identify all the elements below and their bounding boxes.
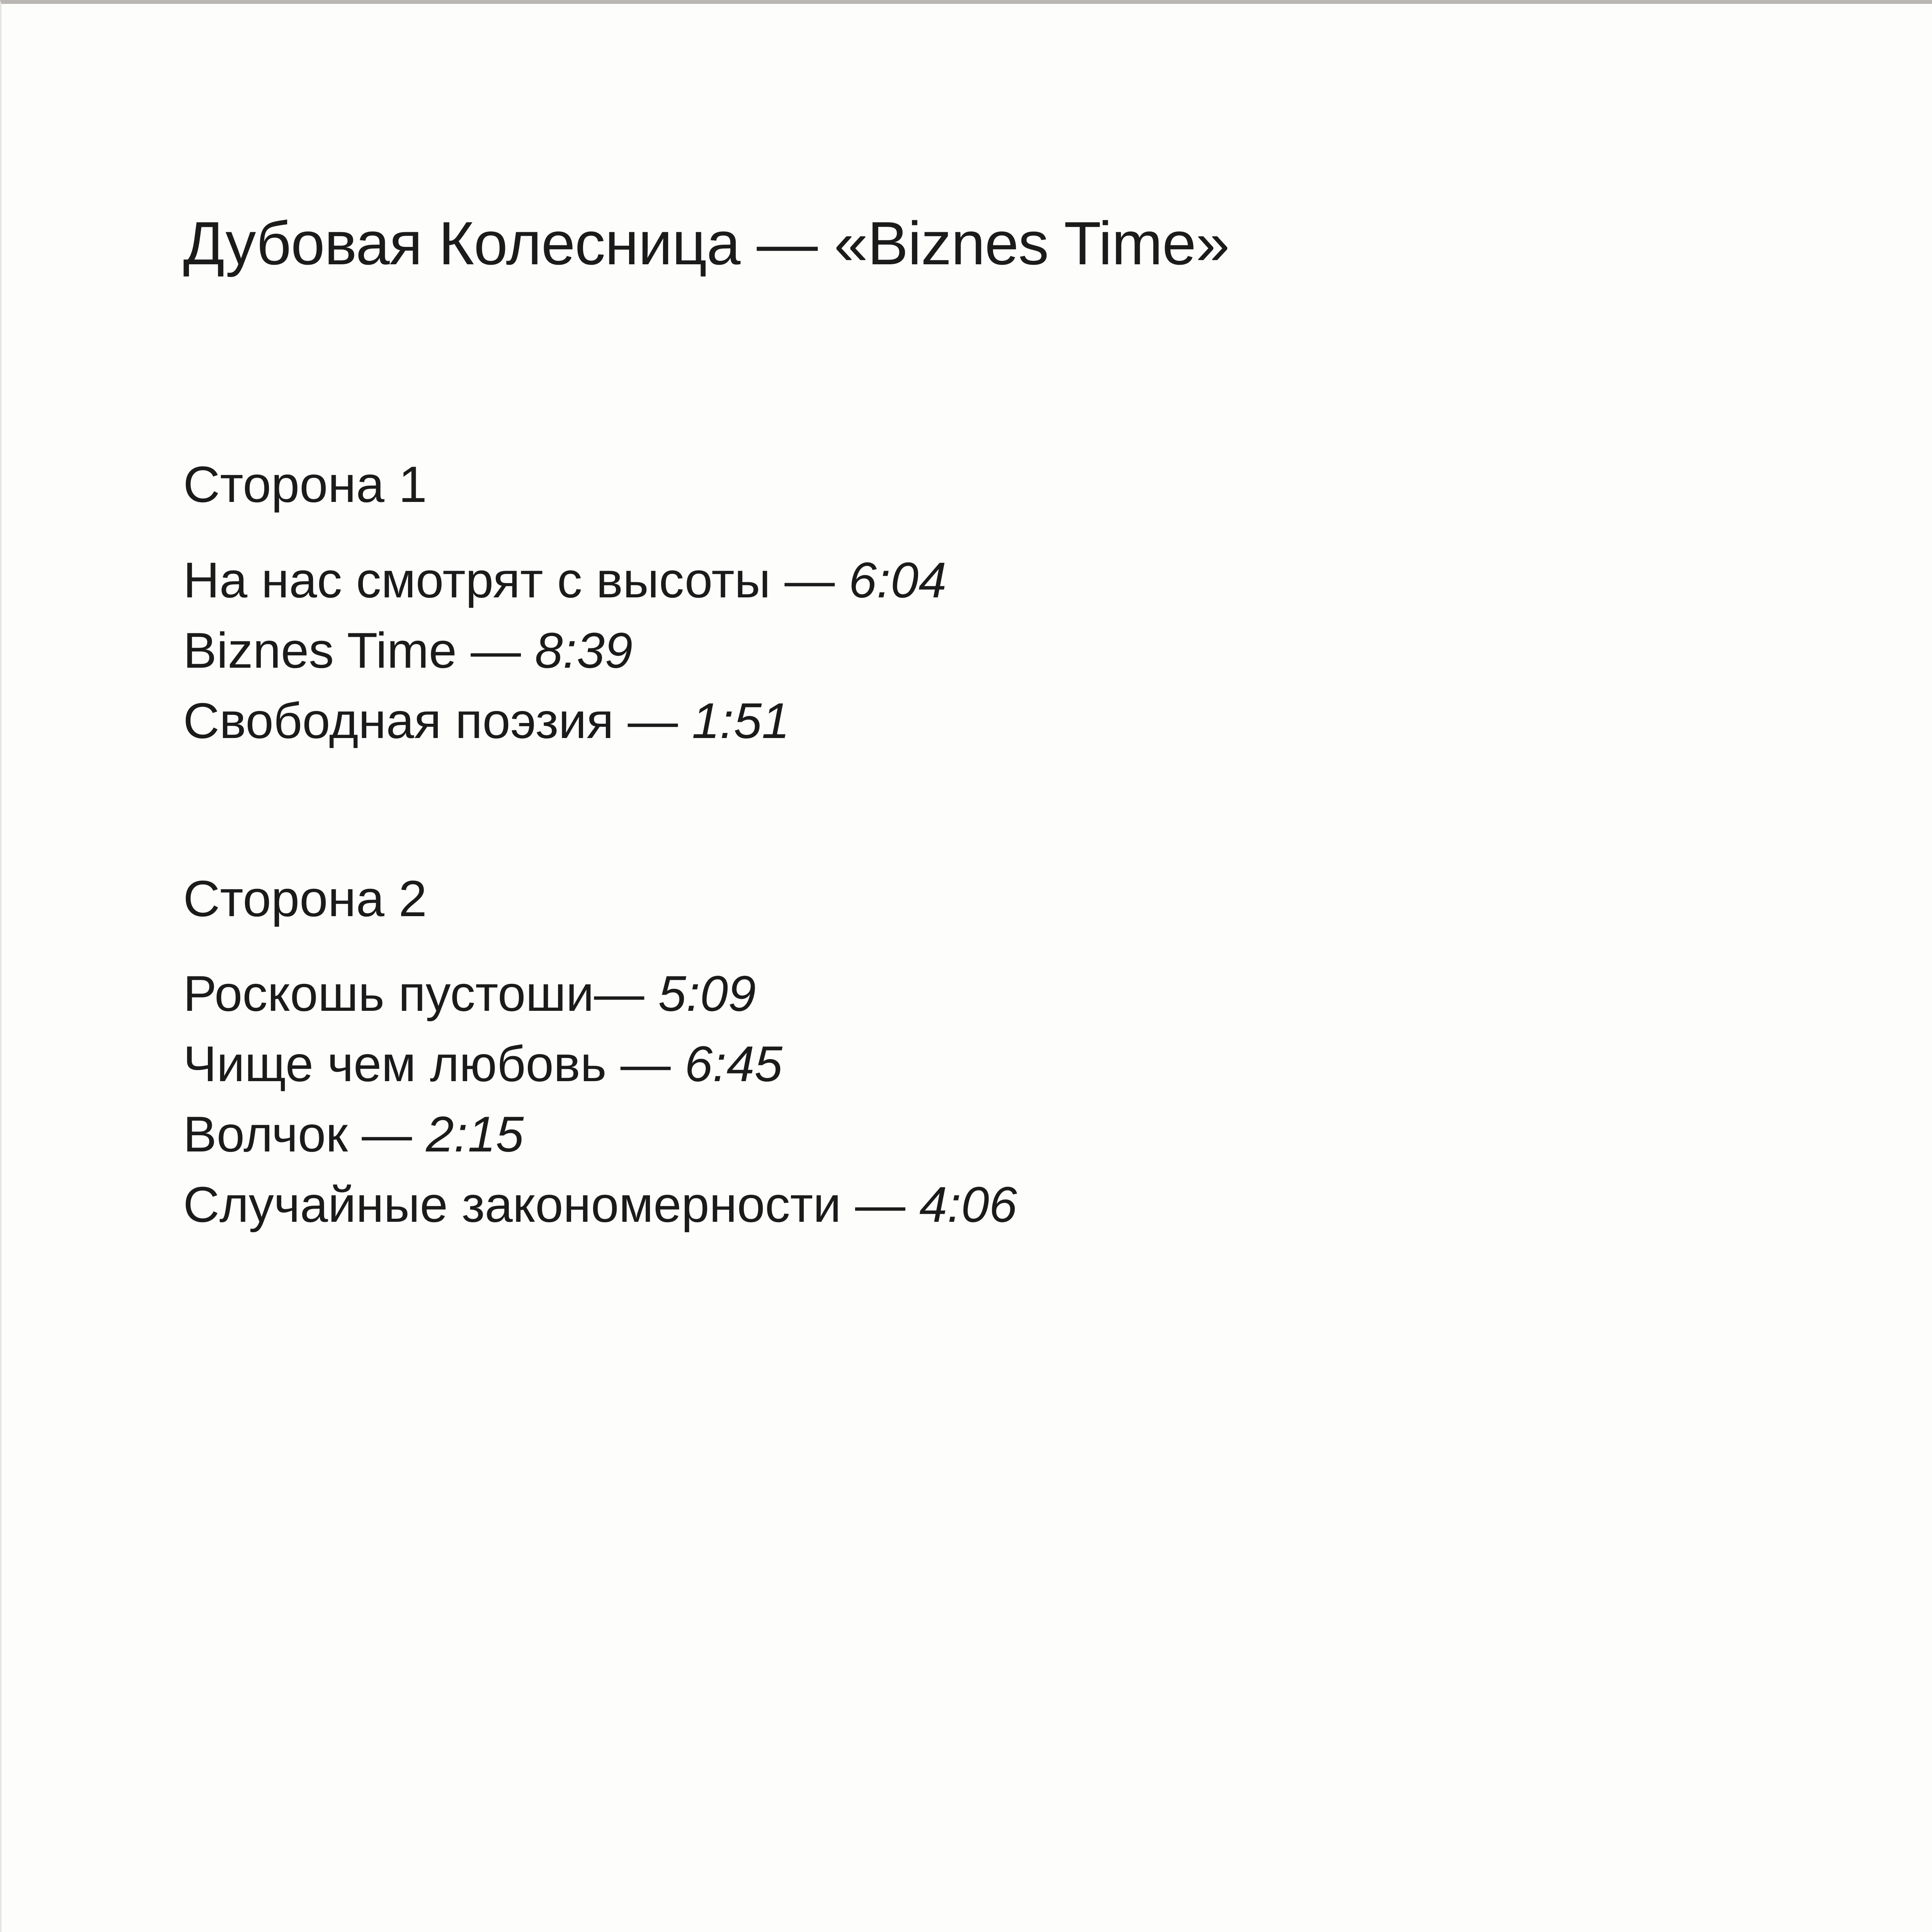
track-name: Свободная поэзия — (183, 692, 692, 749)
track-name: Волчок — (183, 1106, 426, 1162)
track-duration: 8:39 (535, 622, 633, 679)
track-item (183, 545, 947, 615)
track-name: Случайные закономерности — (183, 1176, 920, 1233)
album-title: Дубовая Колесница — «Biznes Time» (183, 209, 1230, 277)
track-item (183, 615, 947, 685)
track-duration: 2:15 (426, 1106, 524, 1162)
side-1-heading: Сторона 1 (183, 456, 427, 513)
track-item (183, 1099, 1017, 1169)
side-1-tracklist (183, 545, 947, 756)
side-2-tracklist (183, 958, 1017, 1240)
track-name: Biznes Time — (183, 622, 535, 679)
track-item (183, 1029, 1017, 1099)
side-2-heading: Сторона 2 (183, 870, 427, 927)
track-duration: 6:45 (684, 1036, 782, 1092)
track-duration: 5:09 (658, 965, 756, 1022)
track-name: Чище чем любовь — (183, 1036, 685, 1092)
track-item (183, 958, 1017, 1029)
track-duration: 4:06 (919, 1176, 1017, 1233)
track-item (183, 1169, 1017, 1240)
track-name: На нас смотрят с высоты — (183, 552, 849, 608)
track-item (183, 685, 947, 756)
track-name: Роскошь пустоши— (183, 965, 658, 1022)
track-duration: 6:04 (849, 552, 947, 608)
track-duration: 1:51 (692, 692, 790, 749)
